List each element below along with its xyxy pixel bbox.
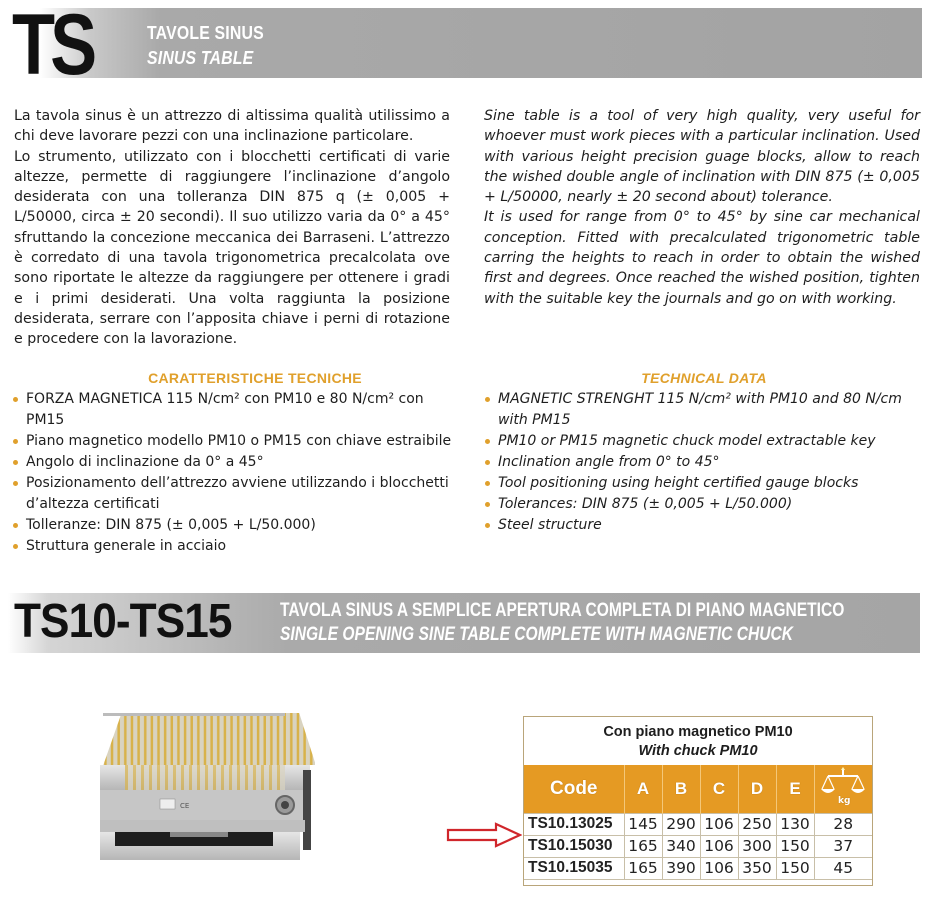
bullet-icon [13,544,18,549]
feature-item: Piano magnetico modello PM10 o PM15 con chiave estraibile [12,431,462,452]
bullet-icon [485,439,490,444]
technical-features-english [484,370,924,536]
cell-a: 165 [624,835,662,857]
column-header-code: Code [524,765,624,813]
cell-code: TS10.15035 [524,857,624,879]
cell-b: 390 [662,857,700,879]
technical-features-italian [12,370,462,557]
description-paragraph: Sine table is a tool of very high quality, very useful for whoever must work pieces with a particular inclination. Used with various height precision guage blocks, allow to reach the wished double angle of inclination with DIN 875 (± 0,005 + L/50000, nearly ± 20 second about) tolerance. [484,108,920,206]
caption-english: With chuck PM10 [638,743,758,759]
cell-c: 106 [700,857,738,879]
cell-c: 106 [700,835,738,857]
cell-e: 130 [776,813,814,835]
scale-kg-icon [820,767,866,805]
description-english [484,106,920,309]
bullet-icon [13,397,18,402]
cell-weight: 28 [814,813,872,835]
bullet-icon [485,397,490,402]
cell-e: 150 [776,835,814,857]
svg-text:kg: kg [838,796,851,806]
specification-table [523,716,873,886]
cell-d: 300 [738,835,776,857]
cell-weight: 37 [814,835,872,857]
cell-a: 145 [624,813,662,835]
table-footer-spacer [524,879,872,885]
bullet-icon [13,481,18,486]
column-header-a: A [624,765,662,813]
feature-item: Tool positioning using height certified gauge blocks [484,473,924,494]
cell-d: 250 [738,813,776,835]
feature-item: Tolleranze: DIN 875 (± 0,005 + L/50.000) [12,515,462,536]
feature-item: FORZA MAGNETICA 115 N/cm² con PM10 e 80 N/cm² con PM15 [12,389,462,431]
description-italian [14,106,450,350]
cell-b: 290 [662,813,700,835]
cell-b: 340 [662,835,700,857]
column-header-c: C [700,765,738,813]
bullet-icon [485,523,490,528]
arrow-right-icon [446,822,522,848]
feature-item: Steel structure [484,515,924,536]
cell-d: 350 [738,857,776,879]
spec-grid [524,765,872,879]
title-italian: TAVOLA SINUS A SEMPLICE APERTURA COMPLETA DI PIANO MAGNETICO [280,600,845,621]
product-model-code: TS10-TS15 [14,595,232,648]
table-row [524,857,872,879]
feature-item: MAGNETIC STRENGHT 115 N/cm² with PM10 and 80 N/cm with PM15 [484,389,924,431]
feature-item: Angolo di inclinazione da 0° a 45° [12,452,462,473]
table-row [524,835,872,857]
bullet-icon [485,502,490,507]
description-paragraph: Lo strumento, utilizzato con i blocchetti certificati di varie altezze, permette di raggiungere l’inclinazione d’angolo desiderata con una tolleranza DIN 875 q (± 0,005 + L/50000, circa ± 20 secondi). Il suo utilizzo varia da 0° a 45° sfruttando la concezione meccanica dei Barraseni. L’attrezzo è corredato di una tavola trigonometrica precalcolata ove sono riportate le altezze da raggiungere per ottenere i gradi e i primi desiderati. Una volta raggiunta la posizione desiderata, serrare con l’apposita chiave i perni di rotazione e procedere con la lavorazione. [14,148,450,348]
bullet-icon [485,481,490,486]
sine-table-product-image [100,705,315,880]
column-header-b: B [662,765,700,813]
caption-italian: Con piano magnetico PM10 [603,724,793,740]
cell-weight: 45 [814,857,872,879]
cell-code: TS10.13025 [524,813,624,835]
bullet-icon [485,460,490,465]
feature-list [12,389,462,557]
title-italian: TAVOLE SINUS [147,23,264,43]
column-header-d: D [738,765,776,813]
cell-a: 165 [624,857,662,879]
section-header-ts10-ts15 [0,590,932,660]
cell-e: 150 [776,857,814,879]
technical-features-title: TECHNICAL DATA [641,370,767,386]
feature-item: PM10 or PM15 magnetic chuck model extractable key [484,431,924,452]
title-english: SINUS TABLE [147,48,254,68]
bullet-icon [13,523,18,528]
feature-item: Inclination angle from 0° to 45° [484,452,924,473]
table-caption [524,717,872,765]
description-paragraph: La tavola sinus è un attrezzo di altissima qualità utilissimo a chi deve lavorare pezzi con una inclinazione particolare. [14,108,450,145]
column-header-weight [814,765,872,813]
svg-text:CE: CE [180,802,190,810]
description-paragraph: It is used for range from 0° to 45° by sine car mechanical conception. Fitted with precalculated trigonometric table carring the heights to reach in order to obtain the wished first and degrees. Once reached the wished position, tighten with the suitable key the journals and go on with working. [484,209,920,307]
cell-code: TS10.15030 [524,835,624,857]
table-row [524,813,872,835]
cell-c: 106 [700,813,738,835]
bullet-icon [13,460,18,465]
product-family-code: TS [12,0,93,93]
technical-features-title: CARATTERISTICHE TECNICHE [148,370,362,386]
feature-list [484,389,924,536]
column-header-e: E [776,765,814,813]
feature-item: Struttura generale in acciaio [12,536,462,557]
section-header-ts [0,0,932,93]
bullet-icon [13,439,18,444]
feature-item: Tolerances: DIN 875 (± 0,005 + L/50.000) [484,494,924,515]
feature-item: Posizionamento dell’attrezzo avviene utilizzando i blocchetti d’altezza certificati [12,473,462,515]
title-english: SINGLE OPENING SINE TABLE COMPLETE WITH MAGNETIC CHUCK [280,624,793,645]
table-header-row [524,765,872,813]
